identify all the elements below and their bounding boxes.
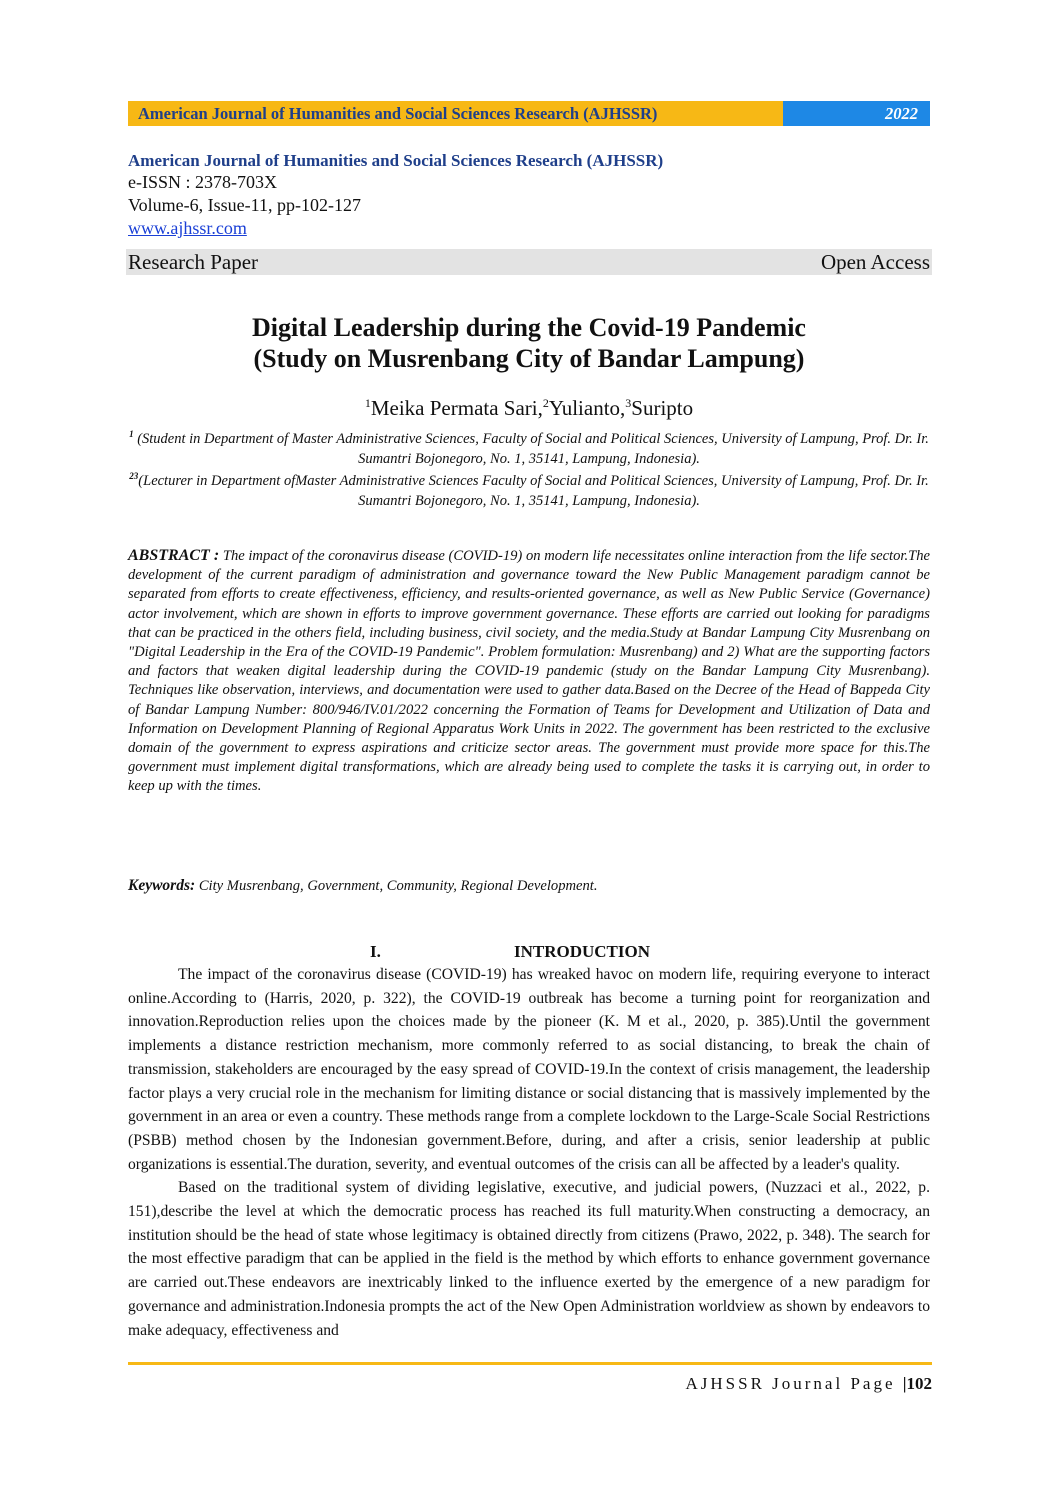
author-2-name: Yulianto,: [548, 396, 626, 420]
section-title: INTRODUCTION: [514, 942, 651, 961]
meta-volume: Volume-6, Issue-11, pp-102-127: [128, 195, 361, 215]
header-journal-name: American Journal of Humanities and Social Sciences Research (AJHSSR): [128, 101, 783, 126]
header-year: 2022: [783, 101, 930, 126]
keywords-label: Keywords:: [128, 877, 196, 894]
section-number: I.: [370, 942, 381, 961]
page-footer: [128, 1374, 932, 1394]
affiliation-1-text: (Student in Department of Master Administrative Sciences, Faculty of Social and Political Sciences, University of Lampung, Prof. Dr. Ir. Sumantri Bojonegoro, No. 1, 35141, Lampung, Indonesia).: [137, 430, 929, 467]
paper-title: [128, 312, 930, 374]
meta-journal-name: American Journal of Humanities and Social Sciences Research (AJHSSR): [128, 151, 664, 170]
paragraph: The impact of the coronavirus disease (COVID-19) has wreaked havoc on modern life, requiring everyone to interact online.According to (Harris, 2020, p. 322), the COVID-19 outbreak has become a turning point for reorganization and innovation.Reproduction relies upon the choices made by the pioneer (K. M et al., 2020, p. 385).Until the government implements a distance restriction mechanism, more commonly referred to as social distancing, to break the chain of transmission, stakeholders are encouraged by the easy spread of COVID-19.In the context of crisis management, the leadership factor plays a very crucial role in the mechanism for limiting distance or social distancing that is massively implemented by the government in an area or even a country. These methods range from a complete lockdown to the Large-Scale Social Restrictions (PSBB) method chosen by the Indonesian government.Before, during, and after a crisis, senior leadership at public organizations is essential.The duration, severity, and eventual outcomes of the crisis can all be affected by a leader's quality.: [128, 966, 930, 1173]
footer-label: AJHSSR Journal Page: [685, 1374, 896, 1393]
paper-type: Research Paper: [128, 249, 259, 274]
title-line-2: (Study on Musrenbang City of Bandar Lampung): [253, 344, 805, 373]
author-3-name: Suripto: [631, 396, 694, 420]
affiliation-2: [128, 466, 930, 511]
meta-issn: e-ISSN : 2378-703X: [128, 172, 277, 192]
abstract-label: ABSTRACT :: [128, 547, 220, 564]
abstract-text: The impact of the coronavirus disease (COVID-19) on modern life necessitates online interaction from the life sector.The development of the current paradigm of administration and governance toward the New Public Management paradigm cannot be separated from efforts to create effectiveness, efficiency, and results-oriented governance, as well as New Public Service (Governance) actor involvement, which are shown in efforts to improve government governance. These efforts are carried out looking for paradigms that can be practiced in the others field, including business, civil society, and the media.Study at Bandar Lampung City Musrenbang on "Digital Leadership in the Era of the COVID-19 Pandemic". Problem formulation: Musrenbang) and 2) What are the supporting factors and factors that weaken digital leadership during the COVID-19 pandemic (study on the Bandar Lampung City Musrenbang). Techniques like observation, interviews, and documentation were used to gather data.Based on the Decree of the Head of Bappeda City of Bandar Lampung Number: 800/946/IV.01/2022 concerning the Formation of Teams for Development and Utilization of Data and Information on Development Planning of Regional Apparatus Work Units in 2022. The government has been restricted to the exclusive domain of the government to express aspirations and criticize sector areas. The government must provide more space for this.The government must implement digital transformations, which are already being used to complete the tasks it is carrying out, in order to keep up with the times.: [128, 548, 930, 795]
author-1-sup: 1: [364, 396, 371, 410]
paper-type-bar: [126, 249, 932, 275]
page-number: 102: [906, 1374, 932, 1393]
journal-meta: [128, 150, 930, 239]
author-list: [128, 396, 930, 421]
paragraph: Based on the traditional system of dividing legislative, executive, and judicial powers, (Nuzzaci et al., 2022, p. 151),describe the level at which the democratic process has reached its full maturity.When constructing a democracy, an institution should be the head of state whose legitimacy is obtained directly from citizens (Prawo, 2022, p. 348). The search for the most effective paradigm that can be applied in the field is the method by which efforts to enhance government governance are carried out.These endeavors are inextricably linked to the influence exerted by the emergence of a new paradigm for governance and administration.Indonesia prompts the act of the New Open Administration worldview as shown by endeavors to make adequacy, effectiveness and: [128, 1179, 930, 1339]
keywords-text: City Musrenbang, Government, Community, Regional Development.: [198, 878, 598, 894]
affiliation-2-text: (Lecturer in Department ofMaster Administrative Sciences Faculty of Social and Political Sciences, University of Lampung, Prof. Dr. Ir. Sumantri Bojonegoro, No. 1, 35141, Lampung, Indonesia).: [138, 472, 929, 509]
access-type: Open Access: [820, 249, 930, 274]
section-body: [128, 963, 930, 1342]
affiliation-2-sup: 23: [129, 471, 139, 481]
keywords: [128, 877, 930, 895]
author-2-sup: 2: [542, 396, 549, 410]
footer-rule: [128, 1362, 932, 1365]
title-line-1: Digital Leadership during the Covid-19 Pandemic: [252, 313, 806, 342]
running-header: [128, 101, 930, 126]
author-1-name: Meika Permata Sari,: [370, 396, 543, 420]
abstract: [128, 546, 930, 797]
meta-website-link[interactable]: www.ajhssr.com: [128, 218, 247, 238]
author-3-sup: 3: [625, 396, 632, 410]
affiliation-1-sup: 1: [129, 429, 134, 439]
affiliation-1: [128, 424, 930, 469]
footer-separator: |: [902, 1374, 907, 1393]
